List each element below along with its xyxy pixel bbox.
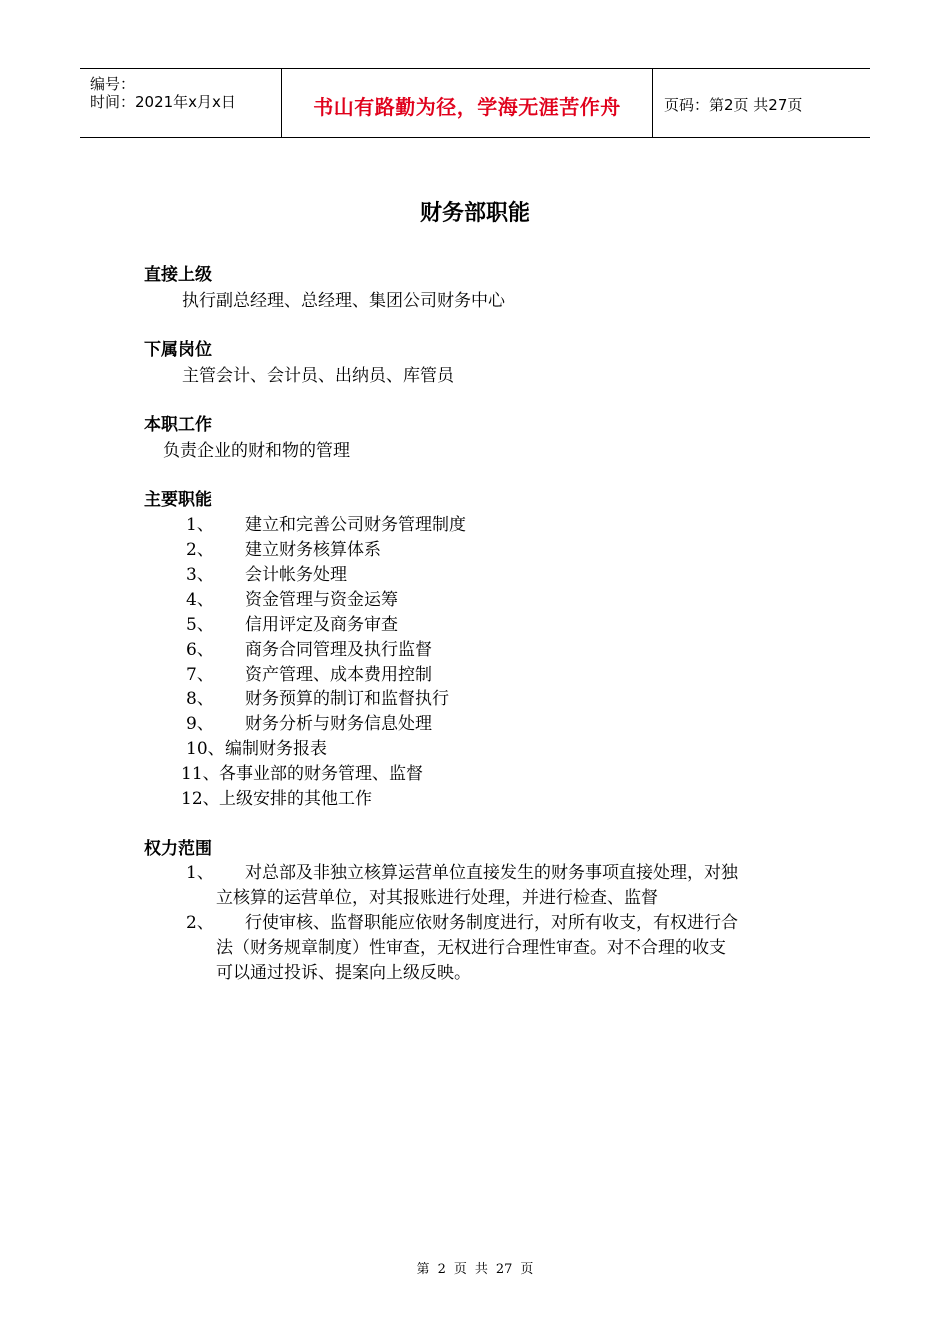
function-num: 1、 [186, 515, 214, 535]
function-num: 8、 [186, 689, 214, 709]
authority-line: 对总部及非独立核算运营单位直接发生的财务事项直接处理，对独 [245, 863, 738, 883]
footer-total-pages: 27 [495, 1262, 513, 1277]
function-num: 12、 [181, 789, 220, 809]
authority-line: 行使审核、监督职能应依财务制度进行，对所有收支，有权进行合 [245, 913, 738, 933]
footer-ye: 页 [453, 1262, 467, 1277]
header-motto-cell [282, 69, 653, 137]
footer-page-number: 2 [437, 1262, 446, 1277]
section-heading-functions: 主要职能 [144, 490, 212, 510]
function-item: 财务分析与财务信息处理 [245, 714, 432, 734]
function-num: 6、 [186, 640, 214, 660]
function-num: 7、 [186, 665, 214, 685]
authority-num: 1、 [186, 863, 214, 883]
page-info: 页码：第2页 共27页 [664, 96, 803, 114]
page-footer [0, 1258, 950, 1277]
footer-gong: 共 [474, 1262, 488, 1277]
section-heading-authority: 权力范围 [144, 839, 212, 859]
function-num: 3、 [186, 565, 214, 585]
function-item: 财务预算的制订和监督执行 [245, 689, 449, 709]
page-title: 财务部职能 [419, 201, 530, 226]
duty-text: 负责企业的财和物的管理 [163, 441, 350, 461]
code-label: 编号： [90, 75, 136, 93]
function-item: 上级安排的其他工作 [219, 789, 372, 809]
date-line: 时间：2021年x月x日 [90, 93, 236, 111]
function-item: 资金管理与资金运筹 [245, 590, 398, 610]
function-num: 5、 [186, 615, 214, 635]
function-item: 信用评定及商务审查 [245, 615, 398, 635]
section-heading-duty: 本职工作 [144, 415, 212, 435]
footer-ye2: 页 [520, 1262, 534, 1277]
header-page-cell [654, 69, 870, 137]
section-heading-subordinates: 下属岗位 [144, 340, 212, 360]
function-num: 9、 [186, 714, 214, 734]
motto: 书山有路勤为径，学海无涯苦作舟 [313, 95, 621, 119]
function-num: 11、 [181, 764, 220, 784]
function-item: 建立财务核算体系 [245, 540, 381, 560]
function-num: 4、 [186, 590, 214, 610]
function-num: 2、 [186, 540, 214, 560]
function-item: 会计帐务处理 [245, 565, 347, 585]
subordinates-text: 主管会计、会计员、出纳员、库管员 [182, 366, 454, 386]
function-item: 各事业部的财务管理、监督 [219, 764, 423, 784]
authority-line: 可以通过投诉、提案向上级反映。 [216, 963, 471, 983]
superior-text: 执行副总经理、总经理、集团公司财务中心 [182, 291, 505, 311]
function-item: 资产管理、成本费用控制 [245, 665, 432, 685]
section-heading-superior: 直接上级 [144, 265, 212, 285]
authority-line: 法（财务规章制度）性审查，无权进行合理性审查。对不合理的收支 [216, 938, 726, 958]
footer-di: 第 [416, 1262, 430, 1277]
document-header [80, 68, 870, 138]
function-item: 商务合同管理及执行监督 [245, 640, 432, 660]
header-left-cell [80, 69, 282, 137]
function-num: 10、 [186, 739, 225, 759]
function-item: 编制财务报表 [225, 739, 327, 759]
authority-line: 立核算的运营单位，对其报账进行处理，并进行检查、监督 [216, 888, 658, 908]
function-item: 建立和完善公司财务管理制度 [245, 515, 466, 535]
authority-num: 2、 [186, 913, 214, 933]
